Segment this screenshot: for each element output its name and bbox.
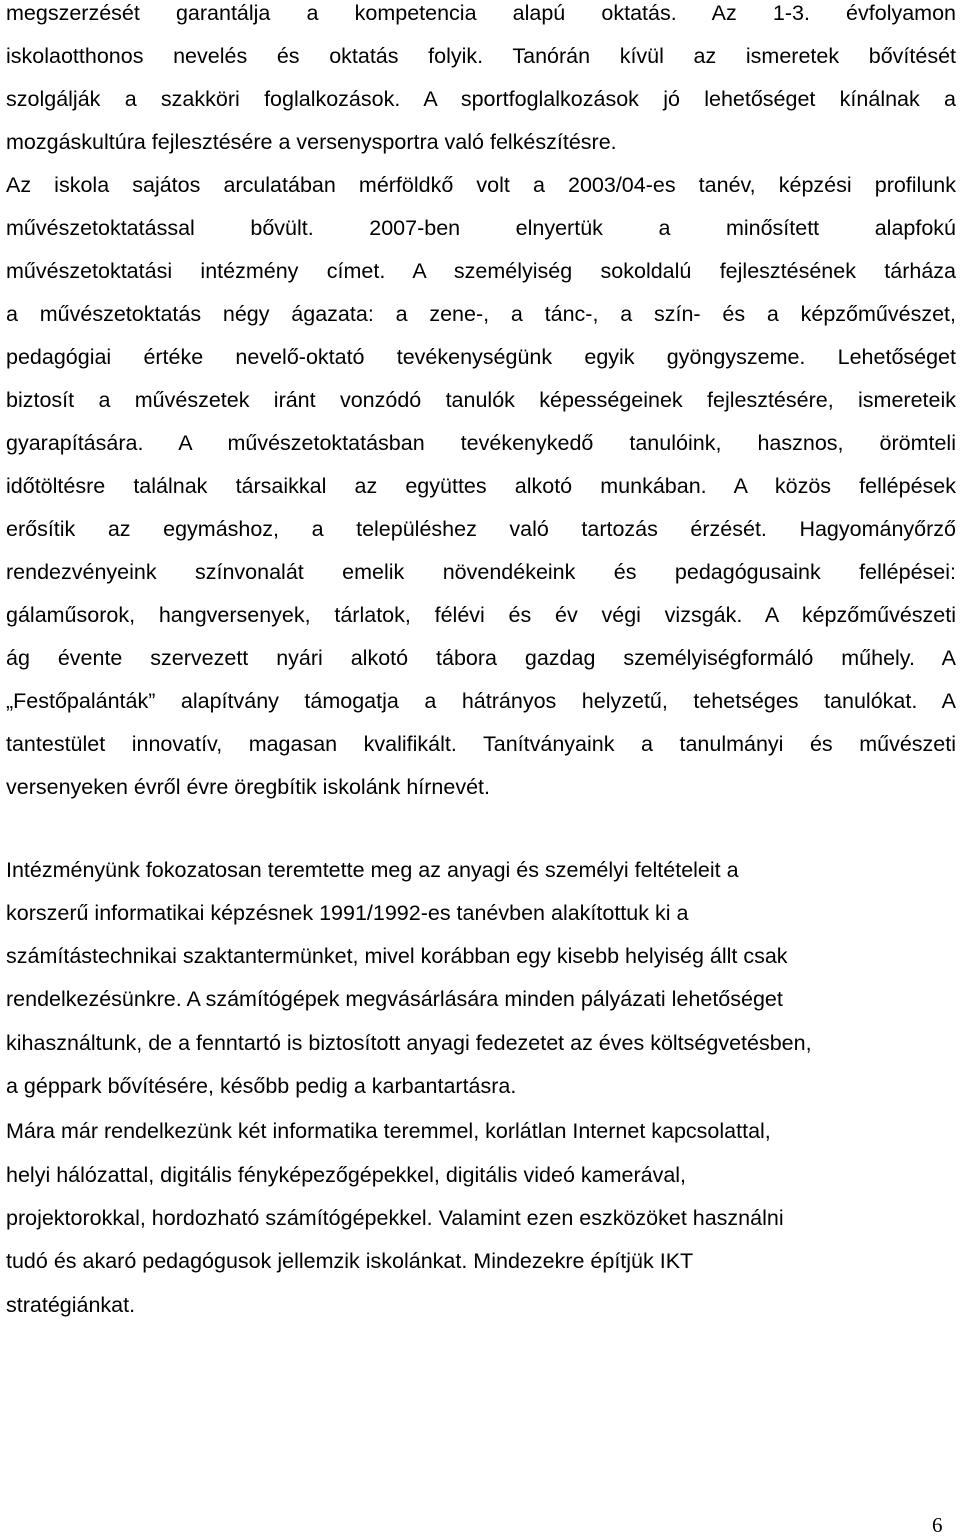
paragraph2-line: stratégiánkat. [6, 1293, 136, 1317]
page-number: 6 [932, 1513, 943, 1537]
paragraph1-line: a művészetoktatás négy ágazata: a zene-, a tánc-, a szín- és a képzőművészet, [6, 302, 956, 326]
paragraph1-line: gyarapítására. A művészetoktatásban tevékenykedő tanulóink, hasznos, örömteli [6, 431, 956, 455]
paragraph1-line: iskolaotthonos nevelés és oktatás folyik. Tanórán kívül az ismeretek bővítését [6, 44, 956, 68]
paragraph2-line: kihasználtunk, de a fenntartó is biztosított anyagi fedezetet az éves költségvetésben, [6, 1031, 812, 1055]
paragraph1-line: szolgálják a szakköri foglalkozások. A sportfoglalkozások jó lehetőséget kínálnak a [6, 87, 956, 111]
paragraph2-line: a géppark bővítésére, később pedig a karbantartásra. [6, 1074, 517, 1098]
paragraph1-line: művészetoktatási intézmény címet. A személyiség sokoldalú fejlesztésének tárháza [6, 259, 956, 283]
paragraph1-line: Az iskola sajátos arculatában mérföldkő volt a 2003/04-es tanév, képzési profilunk [6, 173, 956, 197]
paragraph2-line: korszerű informatikai képzésnek 1991/1992-es tanévben alakítottuk ki a [6, 901, 689, 925]
paragraph2-line: projektorokkal, hordozható számítógépekkel. Valamint ezen eszközöket használni [6, 1206, 784, 1230]
paragraph1-line: versenyeken évről évre öregbítik iskolánk hírnevét. [6, 775, 490, 799]
paragraph1-line: tantestület innovatív, magasan kvalifikált. Tanítványaink a tanulmányi és művészeti [6, 732, 956, 756]
paragraph2-line: helyi hálózattal, digitális fényképezőgépekkel, digitális videó kamerával, [6, 1163, 687, 1187]
paragraph1-line: pedagógiai értéke nevelő-oktató tevékenységünk egyik gyöngyszeme. Lehetőséget [6, 345, 956, 369]
paragraph2-line: rendelkezésünkre. A számítógépek megvásárlására minden pályázati lehetőséget [6, 987, 783, 1011]
paragraph1-line: rendezvényeink színvonalát emelik növendékeink és pedagógusaink fellépései: [6, 560, 956, 584]
paragraph1-line: „Festőpalánták” alapítvány támogatja a hátrányos helyzetű, tehetséges tanulókat. A [6, 689, 956, 713]
paragraph1-line: erősítik az egymáshoz, a településhez való tartozás érzését. Hagyományőrző [6, 517, 956, 541]
paragraph1-line: gálaműsorok, hangversenyek, tárlatok, félévi és év végi vizsgák. A képzőművészeti [6, 603, 956, 627]
paragraph2-line: Intézményünk fokozatosan teremtette meg az anyagi és személyi feltételeit a [6, 858, 739, 882]
paragraph2-line: számítástechnikai szaktantermünket, mivel korábban egy kisebb helyiség állt csak [6, 944, 788, 968]
paragraph1-line: mozgáskultúra fejlesztésére a versenysportra való felkészítésre. [6, 130, 617, 154]
paragraph2-line: tudó és akaró pedagógusok jellemzik iskolánkat. Mindezekre építjük IKT [6, 1249, 694, 1273]
paragraph1-line: biztosít a művészetek iránt vonzódó tanulók képességeinek fejlesztésére, ismereteik [6, 388, 956, 412]
paragraph1-line: megszerzését garantálja a kompetencia alapú oktatás. Az 1-3. évfolyamon [6, 1, 956, 25]
paragraph1-line: időtöltésre találnak társaikkal az együttes alkotó munkában. A közös fellépések [6, 474, 956, 498]
paragraph1-line: ág évente szervezett nyári alkotó tábora gazdag személyiségformáló műhely. A [6, 646, 956, 670]
paragraph1-line: művészetoktatással bővült. 2007-ben elnyertük a minősített alapfokú [6, 216, 956, 240]
paragraph2-line: Mára már rendelkezünk két informatika teremmel, korlátlan Internet kapcsolattal, [6, 1119, 771, 1143]
